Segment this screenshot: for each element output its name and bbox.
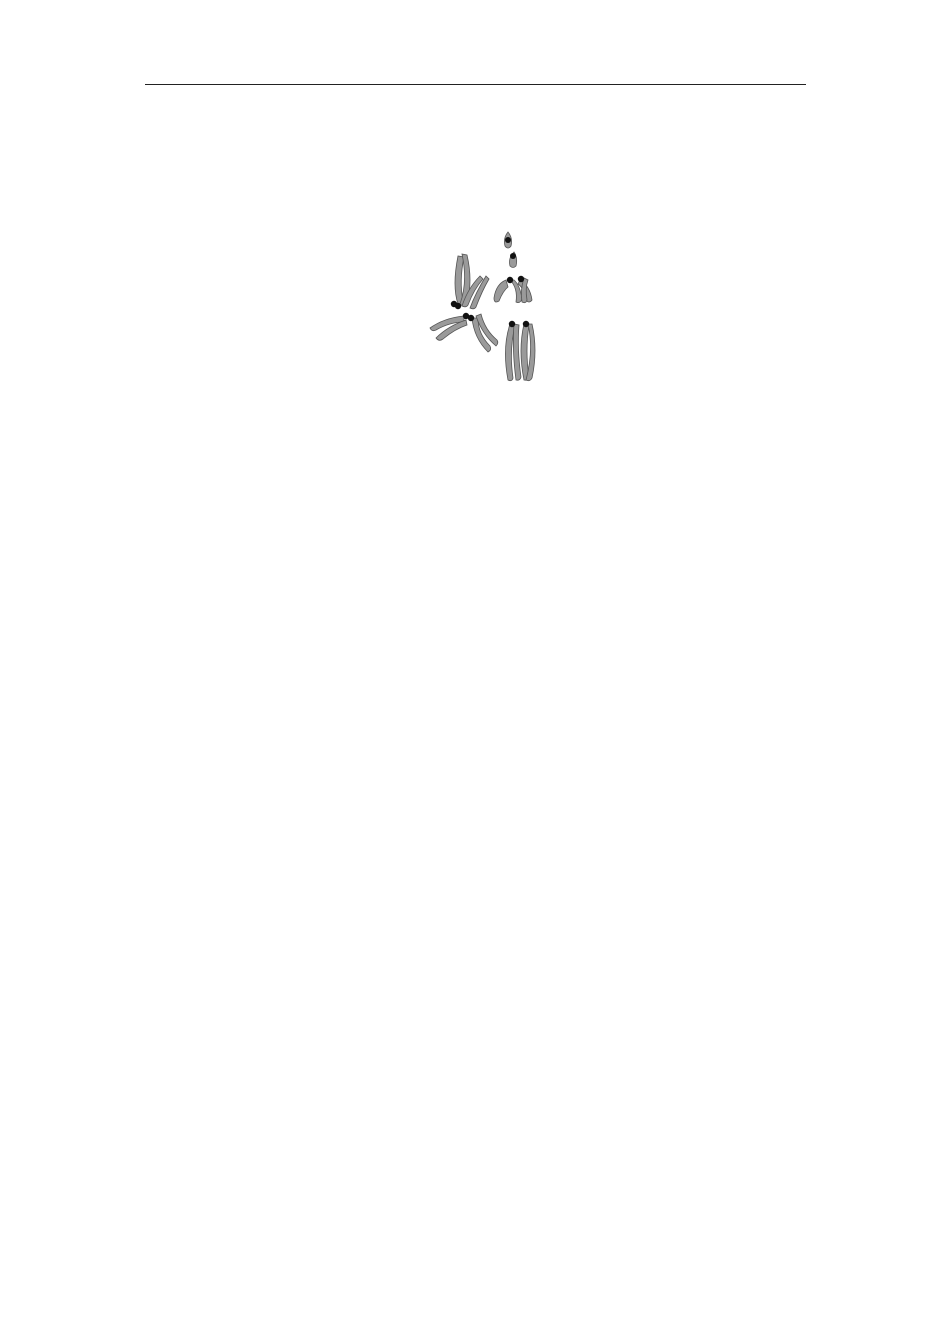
chromosome-figure	[428, 228, 560, 384]
header-rule	[145, 84, 806, 85]
